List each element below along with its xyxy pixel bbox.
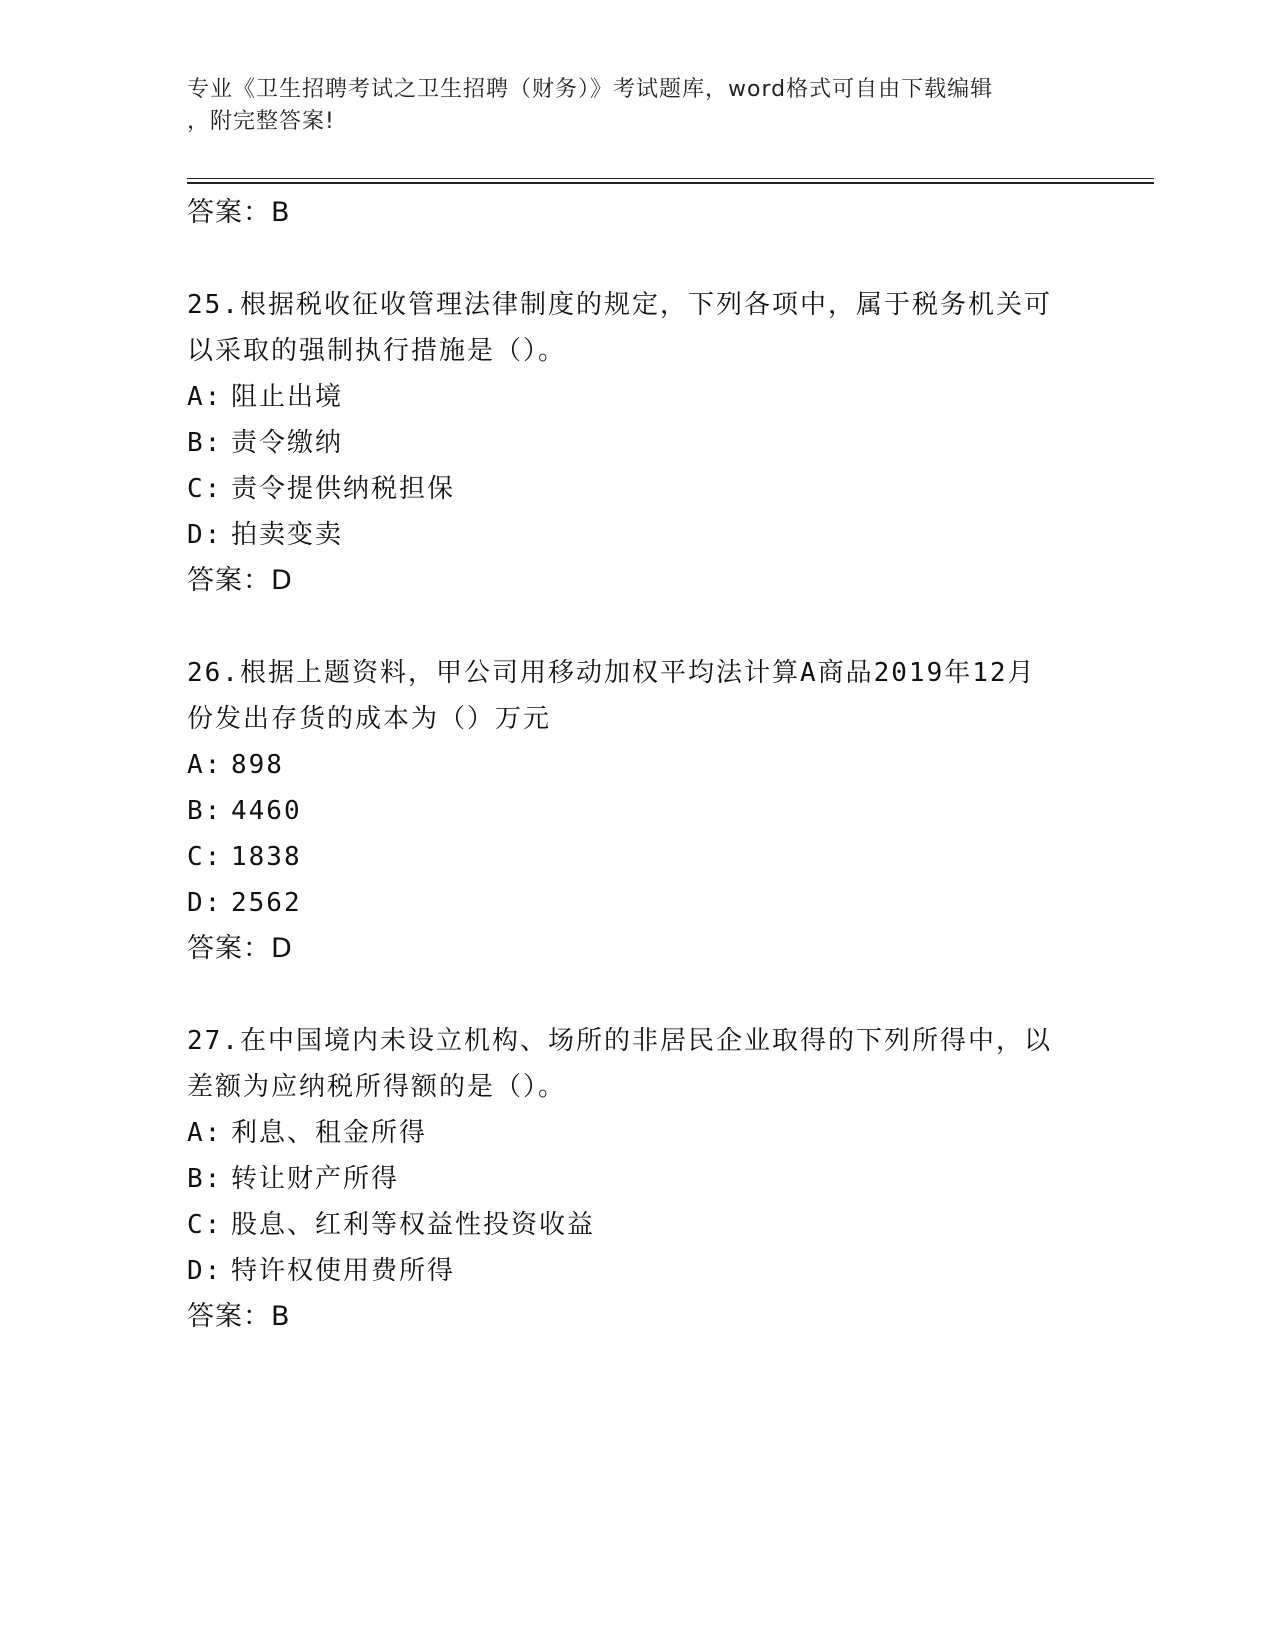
option-text: 拍卖变卖 [231,520,344,550]
option-d [187,880,1087,926]
option-text: 转让财产所得 [231,1164,400,1194]
spacer [187,236,1087,282]
answer-value: D [271,565,293,596]
question-stem [187,282,1067,374]
answer-value: B [271,197,291,228]
answer-value: B [271,1301,291,1332]
option-c [187,834,1087,880]
option-b [187,1156,1087,1202]
question-list [187,190,1087,1340]
option-b [187,420,1087,466]
option-label: B: [187,428,223,458]
option-text: 利息、租金所得 [231,1118,428,1148]
option-text: 股息、红利等权益性投资收益 [231,1210,596,1240]
option-label: A: [187,750,223,780]
answer-label: 答案： [187,1301,271,1332]
question-stem [187,1018,1067,1110]
option-label: C: [187,842,223,872]
option-a [187,374,1087,420]
option-label: A: [187,382,223,412]
answer-line [187,190,1087,236]
option-text: 责令提供纳税担保 [231,474,456,504]
option-c [187,466,1087,512]
header-line-2: ，附完整答案! [187,109,335,134]
option-text: 2562 [231,888,302,918]
option-text: 898 [231,750,284,780]
header-line-1: 专业《卫生招聘考试之卫生招聘（财务）》考试题库，word格式可自由下载编辑 [187,77,994,102]
question-stem [187,650,1067,742]
option-text: 4460 [231,796,302,826]
question-stem-line: 差额为应纳税所得额的是（）。 [187,1072,567,1102]
question-stem-line: 27.在中国境内未设立机构、场所的非居民企业取得的下列所得中，以 [187,1026,1052,1056]
option-text: 特许权使用费所得 [231,1256,456,1286]
question-block [187,282,1087,604]
question-stem-line: 26.根据上题资料，甲公司用移动加权平均法计算A商品2019年12月 [187,658,1036,688]
option-label: D: [187,888,223,918]
option-text: 1838 [231,842,302,872]
option-a [187,742,1087,788]
answer-line [187,1294,1087,1340]
option-a [187,1110,1087,1156]
spacer [187,604,1087,650]
spacer [187,972,1087,1018]
option-d [187,1248,1087,1294]
answer-line [187,558,1087,604]
header-divider [187,178,1154,184]
option-label: C: [187,474,223,504]
answer-label: 答案： [187,565,271,596]
question-block [187,650,1087,972]
answer-label: 答案： [187,197,271,228]
option-label: D: [187,520,223,550]
option-b [187,788,1087,834]
option-d [187,512,1087,558]
answer-line [187,926,1087,972]
option-label: B: [187,796,223,826]
option-label: C: [187,1210,223,1240]
question-block [187,1018,1087,1340]
question-stem-line: 25.根据税收征收管理法律制度的规定，下列各项中，属于税务机关可 [187,290,1052,320]
option-c [187,1202,1087,1248]
answer-value: D [271,933,293,964]
option-text: 阻止出境 [231,382,344,412]
option-text: 责令缴纳 [231,428,344,458]
option-label: A: [187,1118,223,1148]
answer-label: 答案： [187,933,271,964]
question-stem-line: 份发出存货的成本为（）万元 [187,704,552,734]
question-stem-line: 以采取的强制执行措施是（）。 [187,336,567,366]
option-label: B: [187,1164,223,1194]
option-label: D: [187,1256,223,1286]
page-header [187,74,1087,138]
